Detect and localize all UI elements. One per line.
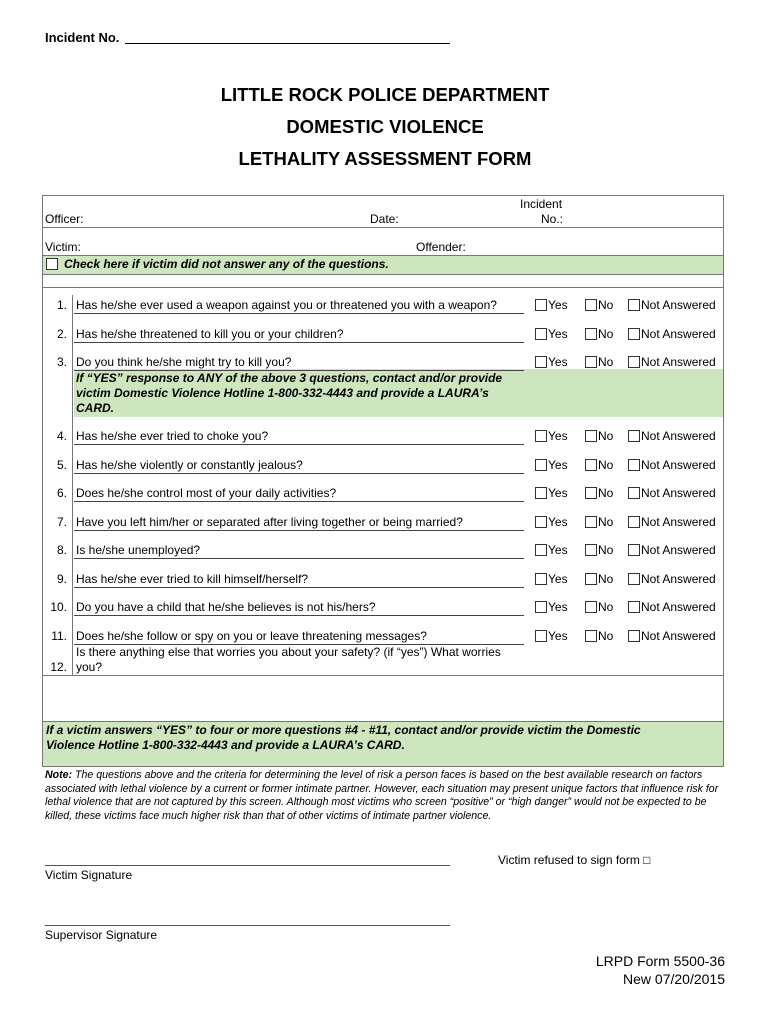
question-2-option-na[interactable] xyxy=(628,327,716,341)
question-8-option-no[interactable] xyxy=(585,543,613,557)
question-4-option-no[interactable] xyxy=(585,429,613,443)
question-12-number: 12. xyxy=(50,660,67,674)
incident-number-blank[interactable] xyxy=(125,30,450,44)
question-3-option-no[interactable] xyxy=(585,355,613,369)
option-label-no: No xyxy=(598,486,614,500)
checkbox-no[interactable] xyxy=(585,299,597,311)
question-6-option-na[interactable] xyxy=(628,486,716,500)
no-answer-label: Check here if victim did not answer any of the questions. xyxy=(64,257,389,271)
checkbox-yes[interactable] xyxy=(535,630,547,642)
question-2-option-no[interactable] xyxy=(585,327,613,341)
row-divider xyxy=(42,227,724,228)
checkbox-na[interactable] xyxy=(628,601,640,613)
option-label-yes: Yes xyxy=(548,629,568,643)
question-1-option-na[interactable] xyxy=(628,298,716,312)
callout-four-or-more-line: Violence Hotline 1-800-332-4443 and provide a LAURA’s CARD. xyxy=(46,738,405,752)
question-10-number: 10. xyxy=(50,600,67,614)
checkbox-no[interactable] xyxy=(585,516,597,528)
question-5-number: 5. xyxy=(56,458,67,472)
question-11-number: 11. xyxy=(51,629,67,643)
option-label-na: Not Answered xyxy=(641,543,716,557)
question-5-text: Has he/she violently or constantly jealous? xyxy=(76,458,303,472)
victim-label: Victim: xyxy=(45,240,81,254)
question-12-text-line1: Is there anything else that worries you about your safety? (if “yes”) What worries xyxy=(76,645,501,659)
option-label-yes: Yes xyxy=(548,600,568,614)
question-2-number: 2. xyxy=(56,327,67,341)
question-8-option-yes[interactable] xyxy=(535,543,568,557)
checkbox-na[interactable] xyxy=(628,487,640,499)
page-title-department: LITTLE ROCK POLICE DEPARTMENT xyxy=(220,84,550,105)
callout-top3-line: CARD. xyxy=(76,401,114,415)
question-9-option-na[interactable] xyxy=(628,572,716,586)
question-11-text: Does he/she follow or spy on you or leave threatening messages? xyxy=(76,629,427,643)
row-divider xyxy=(42,721,724,722)
question-2-text: Has he/she threatened to kill you or your children? xyxy=(76,327,344,341)
option-label-no: No xyxy=(598,572,614,586)
victim-refused-text: Victim refused to sign form □ xyxy=(498,853,651,867)
question-9-option-no[interactable] xyxy=(585,572,613,586)
question-4-number: 4. xyxy=(56,429,67,443)
question-5-option-na[interactable] xyxy=(628,458,716,472)
question-7-number: 7. xyxy=(56,515,67,529)
checkbox-no[interactable] xyxy=(585,544,597,556)
option-label-na: Not Answered xyxy=(641,355,716,369)
question-3-text: Do you think he/she might try to kill you? xyxy=(76,355,292,369)
checkbox-no[interactable] xyxy=(585,328,597,340)
question-8-underline xyxy=(74,558,524,559)
question-7-option-no[interactable] xyxy=(585,515,613,529)
checkbox-na[interactable] xyxy=(628,459,640,471)
page-title-subject: DOMESTIC VIOLENCE xyxy=(286,116,484,137)
question-9-underline xyxy=(74,587,524,588)
checkbox-yes[interactable] xyxy=(535,601,547,613)
checkbox-yes[interactable] xyxy=(535,430,547,442)
checkbox-yes[interactable] xyxy=(535,356,547,368)
option-label-yes: Yes xyxy=(548,458,568,472)
form-revision: New 07/20/2015 xyxy=(623,971,725,987)
callout-four-or-more-line: If a victim answers “YES” to four or more questions #4 - #11, contact and/or provide victim the Domestic xyxy=(46,723,641,737)
question-8-text: Is he/she unemployed? xyxy=(76,543,201,557)
question-11-option-no[interactable] xyxy=(585,629,613,643)
checkbox-yes[interactable] xyxy=(535,544,547,556)
option-label-no: No xyxy=(598,600,614,614)
no-answer-row xyxy=(46,257,389,271)
option-label-na: Not Answered xyxy=(641,572,716,586)
form-number: LRPD Form 5500-36 xyxy=(595,953,725,969)
checkbox-no[interactable] xyxy=(585,356,597,368)
question-9-option-yes[interactable] xyxy=(535,572,568,586)
question-3-option-na[interactable] xyxy=(628,355,716,369)
question-9-number: 9. xyxy=(56,572,67,586)
incident-label-line1: Incident xyxy=(520,197,563,211)
incident-label-line2: No.: xyxy=(541,212,564,226)
checkbox-na[interactable] xyxy=(628,430,640,442)
checkbox-no[interactable] xyxy=(585,487,597,499)
option-label-no: No xyxy=(598,515,614,529)
callout-top3-line: If “YES” response to ANY of the above 3 questions, contact and/or provide xyxy=(76,371,503,385)
callout-four-or-more-text xyxy=(46,723,641,753)
question-7-option-na[interactable] xyxy=(628,515,716,529)
question-5-option-yes[interactable] xyxy=(535,458,568,472)
checkbox-na[interactable] xyxy=(628,328,640,340)
checkbox-no[interactable] xyxy=(585,573,597,585)
checkbox-na[interactable] xyxy=(628,630,640,642)
option-label-na: Not Answered xyxy=(641,515,716,529)
question-10-underline xyxy=(74,615,524,616)
question-1-option-yes[interactable] xyxy=(535,298,568,312)
question-6-number: 6. xyxy=(56,486,67,500)
question-7-option-yes[interactable] xyxy=(535,515,568,529)
question-3-number: 3. xyxy=(56,355,67,369)
callout-top3-line: victim Domestic Violence Hotline 1-800-332-4443 and provide a LAURA’s xyxy=(76,386,489,400)
option-label-na: Not Answered xyxy=(641,429,716,443)
question-7-underline xyxy=(74,530,524,531)
question-11-option-na[interactable] xyxy=(628,629,716,643)
note-paragraph xyxy=(45,769,725,823)
option-label-na: Not Answered xyxy=(641,600,716,614)
checkbox-na[interactable] xyxy=(628,516,640,528)
question-2-option-yes[interactable] xyxy=(535,327,568,341)
supervisor-signature-line[interactable] xyxy=(45,925,450,926)
option-label-yes: Yes xyxy=(548,543,568,557)
checkbox-no[interactable] xyxy=(585,430,597,442)
checkbox-yes[interactable] xyxy=(535,573,547,585)
option-label-no: No xyxy=(598,543,614,557)
page-title-form: LETHALITY ASSESSMENT FORM xyxy=(238,148,532,169)
note-text: The questions above and the criteria for determining the level of risk a person faces is based on the best available research on factors associated with lethal violence by a current or former intimate partner. However, each situation may present unique factors that influence risk for lethal violence that are not captured by this screen. Although most victims who screen “positive” or “high danger” would not be expected to be killed, these victims face much higher risk than that of other victims of intimate partner violence. xyxy=(45,769,719,822)
checkbox-no[interactable] xyxy=(585,459,597,471)
callout-top3-text xyxy=(76,371,502,416)
checkbox-na[interactable] xyxy=(628,299,640,311)
no-answer-checkbox[interactable] xyxy=(46,258,58,270)
question-1-option-no[interactable] xyxy=(585,298,613,312)
option-label-na: Not Answered xyxy=(641,458,716,472)
question-1-number: 1. xyxy=(56,298,67,312)
checkbox-yes[interactable] xyxy=(535,459,547,471)
option-label-no: No xyxy=(598,298,614,312)
question-4-option-na[interactable] xyxy=(628,429,716,443)
question-4-text: Has he/she ever tried to choke you? xyxy=(76,429,269,443)
question-6-underline xyxy=(74,501,524,502)
question-5-option-no[interactable] xyxy=(585,458,613,472)
option-label-no: No xyxy=(598,458,614,472)
question-10-option-no[interactable] xyxy=(585,600,613,614)
option-label-yes: Yes xyxy=(548,572,568,586)
option-label-yes: Yes xyxy=(548,298,568,312)
row-divider xyxy=(42,287,724,288)
question-5-underline xyxy=(74,473,524,474)
number-column-divider xyxy=(72,295,73,675)
option-label-no: No xyxy=(598,355,614,369)
question-2-underline xyxy=(74,342,524,343)
question-9-text: Has he/she ever tried to kill himself/herself? xyxy=(76,572,309,586)
row-divider xyxy=(42,274,724,275)
checkbox-yes[interactable] xyxy=(535,516,547,528)
question-7-text: Have you left him/her or separated after living together or being married? xyxy=(76,515,463,529)
row-divider xyxy=(42,255,724,256)
option-label-na: Not Answered xyxy=(641,298,716,312)
date-label: Date: xyxy=(370,212,399,226)
question-4-option-yes[interactable] xyxy=(535,429,568,443)
question-8-number: 8. xyxy=(56,543,67,557)
question-6-option-yes[interactable] xyxy=(535,486,568,500)
option-label-no: No xyxy=(598,629,614,643)
question-10-option-yes[interactable] xyxy=(535,600,568,614)
incident-number-field xyxy=(45,30,450,45)
question-4-underline xyxy=(74,444,524,445)
victim-signature-line[interactable] xyxy=(45,865,450,866)
supervisor-signature-label: Supervisor Signature xyxy=(45,928,158,942)
checkbox-no[interactable] xyxy=(585,601,597,613)
checkbox-yes[interactable] xyxy=(535,299,547,311)
option-label-na: Not Answered xyxy=(641,629,716,643)
question-6-text: Does he/she control most of your daily activities? xyxy=(76,486,337,500)
row-divider xyxy=(42,675,724,676)
checkbox-na[interactable] xyxy=(628,573,640,585)
option-label-no: No xyxy=(598,327,614,341)
question-10-option-na[interactable] xyxy=(628,600,716,614)
incident-number-label: Incident No. xyxy=(45,30,120,45)
note-label: Note: xyxy=(45,769,73,781)
question-10-text: Do you have a child that he/she believes is not his/hers? xyxy=(76,600,376,614)
question-11-option-yes[interactable] xyxy=(535,629,568,643)
option-label-no: No xyxy=(598,429,614,443)
question-6-option-no[interactable] xyxy=(585,486,613,500)
checkbox-na[interactable] xyxy=(628,356,640,368)
option-label-yes: Yes xyxy=(548,515,568,529)
checkbox-na[interactable] xyxy=(628,544,640,556)
option-label-na: Not Answered xyxy=(641,486,716,500)
officer-label: Officer: xyxy=(45,212,84,226)
question-1-text: Has he/she ever used a weapon against you or threatened you with a weapon? xyxy=(76,298,497,312)
offender-label: Offender: xyxy=(416,240,466,254)
option-label-yes: Yes xyxy=(548,355,568,369)
question-8-option-na[interactable] xyxy=(628,543,716,557)
assessment-table xyxy=(42,195,724,767)
checkbox-yes[interactable] xyxy=(535,487,547,499)
question-12-text-line2: you? xyxy=(76,660,103,674)
option-label-yes: Yes xyxy=(548,429,568,443)
victim-signature-label: Victim Signature xyxy=(45,868,133,882)
option-label-na: Not Answered xyxy=(641,327,716,341)
checkbox-yes[interactable] xyxy=(535,328,547,340)
option-label-yes: Yes xyxy=(548,486,568,500)
option-label-yes: Yes xyxy=(548,327,568,341)
question-3-option-yes[interactable] xyxy=(535,355,568,369)
checkbox-no[interactable] xyxy=(585,630,597,642)
question-1-underline xyxy=(74,313,524,314)
